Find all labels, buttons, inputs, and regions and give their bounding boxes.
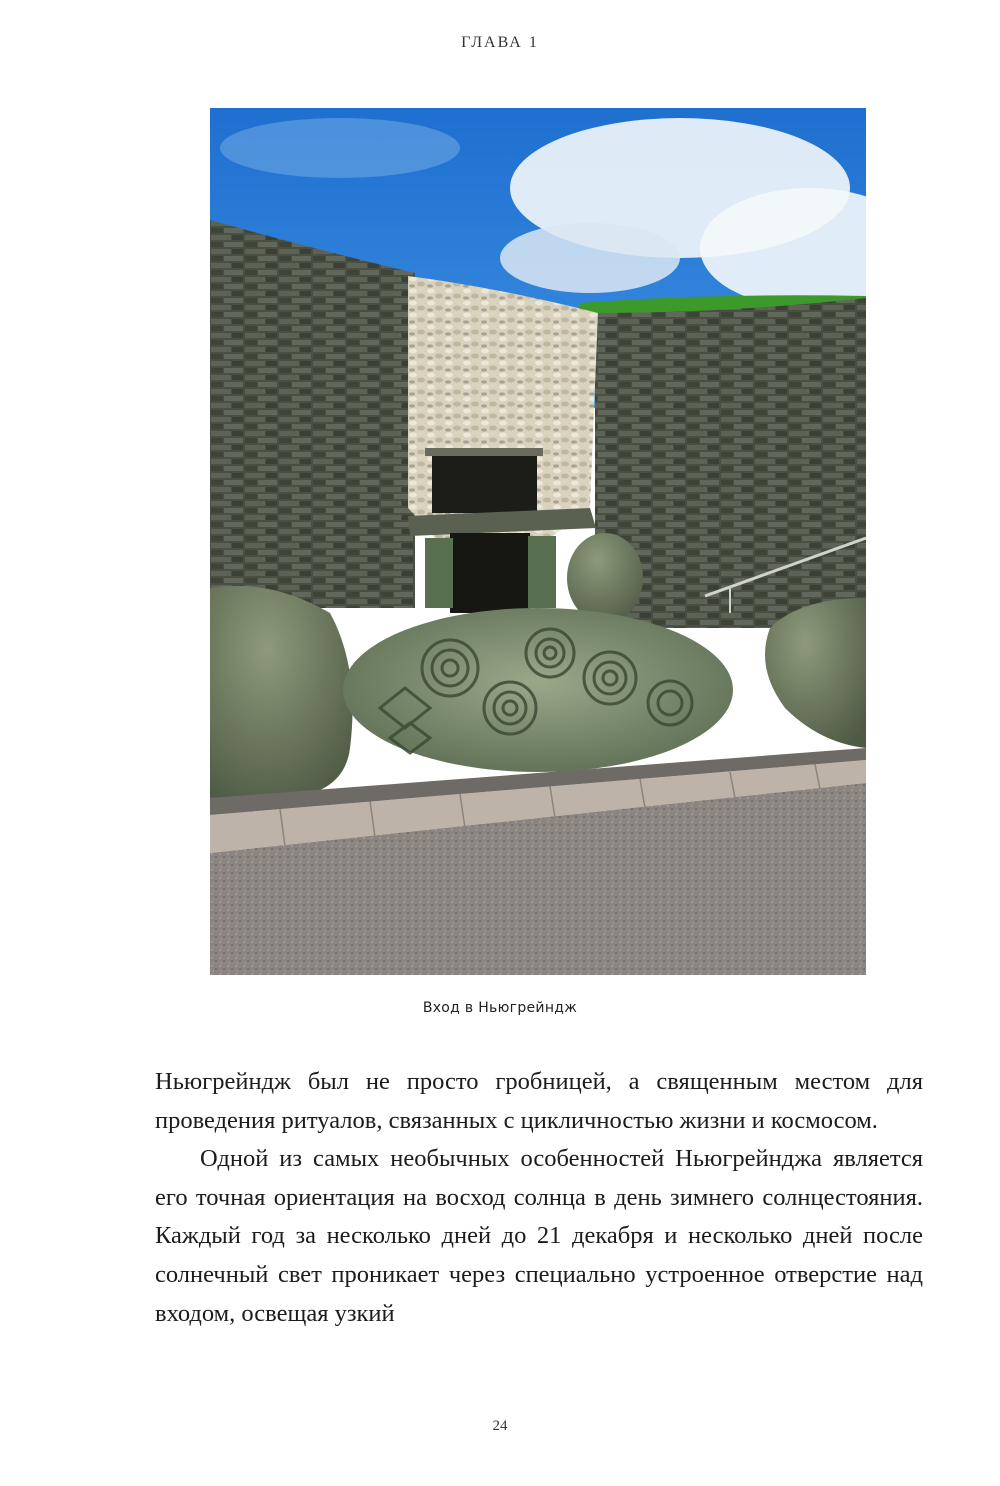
running-head: ГЛАВА 1 bbox=[461, 34, 539, 51]
body-text bbox=[155, 1063, 923, 1333]
figure-caption: Вход в Ньюгрейндж bbox=[422, 1000, 578, 1016]
newgrange-entrance-photo bbox=[210, 108, 866, 975]
paragraph-2: Одной из самых необычных особенностей Ньюгрейнджа является его точная ориентация на восход солнца в день зимнего солнцестояния. Каждый год за несколько дней до 21 декабря и несколько дней после солнечный свет проникает через специально устроенное отверстие над входом, освещая узкий bbox=[155, 1145, 923, 1327]
paragraph-1: Ньюгрейндж был не просто гробницей, а священным местом для проведения ритуалов, связанных с цикличностью жизни и космосом. bbox=[155, 1068, 923, 1134]
page-number: 24 bbox=[492, 1418, 508, 1434]
